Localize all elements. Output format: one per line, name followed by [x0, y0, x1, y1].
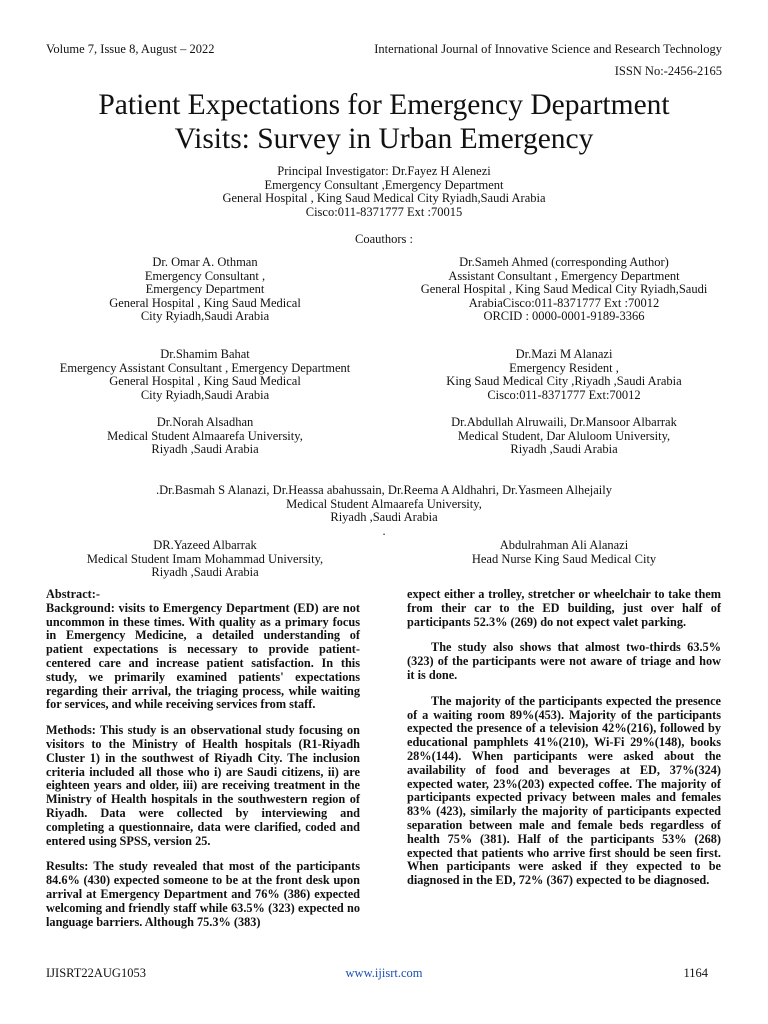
author-line: Riyadh ,Saudi Arabia: [151, 565, 259, 580]
running-header-volume: Volume 7, Issue 8, August – 2022: [46, 42, 215, 56]
author-block: [40, 539, 370, 580]
author-line: City Ryiadh,Saudi Arabia: [140, 387, 270, 402]
author-block: [40, 348, 370, 402]
author-line: Head Nurse King Saud Medical City: [471, 551, 657, 566]
principal-investigator: [60, 165, 708, 219]
author-line: Dr.Abdullah Alruwaili, Dr.Mansoor Albarrak: [451, 415, 677, 429]
author-line: Riyadh ,Saudi Arabia: [151, 442, 259, 457]
waiting-room-paragraph: The majority of the participants expected the presence of a waiting room 89%(453). Majority of the participants expected the presence of a television 42%(216), followed by educational pamphlets 41%(210), Wi-Fi 29%(148), books 28%(144). When participants were asked about the availability of food and beverages at ED, 37%(324) expected water, 23%(203) expected coffee. The majority of participants expected privacy between males and females 83% (423), similarly the majority of participants expected separation between male and female beds regardless of health 75% (381). Half of the participants 53% (268) expected that patients who arrive first should be seen first. When participants were asked if they expected to be diagnosed in the ED, 72% (367) expected to be diagnosed.: [407, 693, 721, 888]
author-line: Medical Student Imam Mohammad University,: [86, 551, 324, 566]
author-line: King Saud Medical City ,Riyadh ,Saudi Arabia: [446, 374, 682, 389]
author-line: Dr.Shamim Bahat: [160, 347, 250, 361]
running-header-journal: International Journal of Innovative Science and Research Technology: [374, 42, 722, 56]
abstract-results: Results: The study revealed that most of the participants 84.6% (430) expected someone to be at the front desk upon arrival at Emergency Department and 76% (386) expected welcoming and friendly staff while 63.5% (323) expected no language barriers. Although 75.3% (383): [46, 859, 360, 929]
title-line-1: Patient Expectations for Emergency Department: [98, 89, 670, 121]
author-line: City Ryiadh,Saudi Arabia: [140, 309, 270, 324]
author-line: Emergency Consultant ,: [144, 268, 266, 283]
author-line: General Hospital , King Saud Medical: [109, 295, 301, 310]
author-line: Medical Student, Dar Aluloom University,: [457, 428, 671, 443]
author-block: [40, 256, 370, 324]
footer-url[interactable]: www.ijisrt.com: [345, 966, 423, 980]
author-block: [40, 416, 370, 457]
paper-title: [40, 88, 728, 156]
author-line: Medical Student Almaarefa University,: [107, 428, 303, 443]
author-block: [40, 484, 728, 538]
author-line: ArabiaCisco:011-8371777 Ext :70012: [468, 295, 660, 310]
author-line: Dr.Mazi M Alanazi: [515, 347, 613, 361]
abstract-label: Abstract:-: [46, 587, 100, 601]
pi-line: Principal Investigator: Dr.Fayez H Alenezi: [277, 164, 491, 178]
author-line: General Hospital , King Saud Medical City Ryiadh,Saudi: [420, 282, 708, 297]
author-line: Riyadh ,Saudi Arabia: [510, 442, 618, 457]
author-line: Assistant Consultant , Emergency Department: [448, 268, 680, 283]
abstract-methods: Methods: This study is an observational study focusing on visitors to the Ministry of Health hospitals (R1-Riyadh Cluster 1) in the southwest of Riyadh City. The inclusion criteria included all those who i) are Saudi citizens, ii) are eighteen years and older, iii) are receiving treatment in the Ministry of Health hospitals in the southwestern region of Riyadh. Data were collected by interviewing and completing a questionnaire, data were clarified, coded and entered using SPSS, version 25.: [46, 723, 360, 848]
author-line: Dr.Norah Alsadhan: [156, 415, 254, 429]
author-line: Emergency Assistant Consultant , Emergency Department: [59, 360, 351, 375]
title-line-2: Visits: Survey in Urban Emergency: [174, 123, 594, 155]
author-line: Riyadh ,Saudi Arabia: [330, 510, 438, 525]
author-line: Abdulrahman Ali Alanazi: [499, 538, 629, 552]
author-block: [390, 416, 738, 457]
pi-line: Cisco:011-8371777 Ext :70015: [305, 204, 463, 219]
author-line: ORCID : 0000-0001-9189-3366: [483, 309, 645, 324]
author-line: General Hospital , King Saud Medical: [109, 374, 301, 389]
author-line: .: [382, 523, 386, 538]
left-column: [46, 588, 360, 941]
author-line: Emergency Department: [145, 282, 265, 297]
results-continued: expect either a trolley, stretcher or wheelchair to take them from their car to the ED building, just over half of participants 52.3% (269) do not expect valet parking.: [407, 587, 721, 629]
author-line: Dr. Omar A. Othman: [152, 255, 258, 269]
author-line: Dr.Sameh Ahmed (corresponding Author): [459, 255, 669, 269]
author-line: Cisco:011-8371777 Ext:70012: [487, 387, 641, 402]
issn: ISSN No:-2456-2165: [614, 64, 722, 78]
page-number: 1164: [683, 966, 708, 980]
author-line: DR.Yazeed Albarrak: [153, 538, 257, 552]
abstract-background: Background: visits to Emergency Department (ED) are not uncommon in these times. With quality as a primary focus in Emergency Medicine, a detailed understanding of patient expectations is necessary to provide patient-centered care and increase patient satisfaction. In this study, we primarily examined patients' expectations regarding their arrival, the triaging process, while waiting for services, and while receiving services from staff.: [46, 600, 360, 712]
right-column: [407, 588, 721, 900]
author-block: [390, 348, 738, 402]
triage-paragraph: The study also shows that almost two-thirds 63.5% (323) of the participants were not aware of triage and how it is done.: [407, 640, 721, 682]
coauthors-label: Coauthors :: [355, 232, 413, 246]
author-line: Emergency Resident ,: [509, 360, 619, 375]
author-line: Medical Student Almaarefa University,: [286, 496, 482, 511]
pi-line: Emergency Consultant ,Emergency Department: [264, 177, 504, 192]
footer-code: IJISRT22AUG1053: [46, 966, 146, 980]
author-block: [390, 539, 738, 566]
author-line: .Dr.Basmah S Alanazi, Dr.Heassa abahussain, Dr.Reema A Aldhahri, Dr.Yasmeen Alhejaily: [156, 483, 612, 497]
pi-line: General Hospital , King Saud Medical City Ryiadh,Saudi Arabia: [222, 191, 546, 206]
author-block: [390, 256, 738, 324]
